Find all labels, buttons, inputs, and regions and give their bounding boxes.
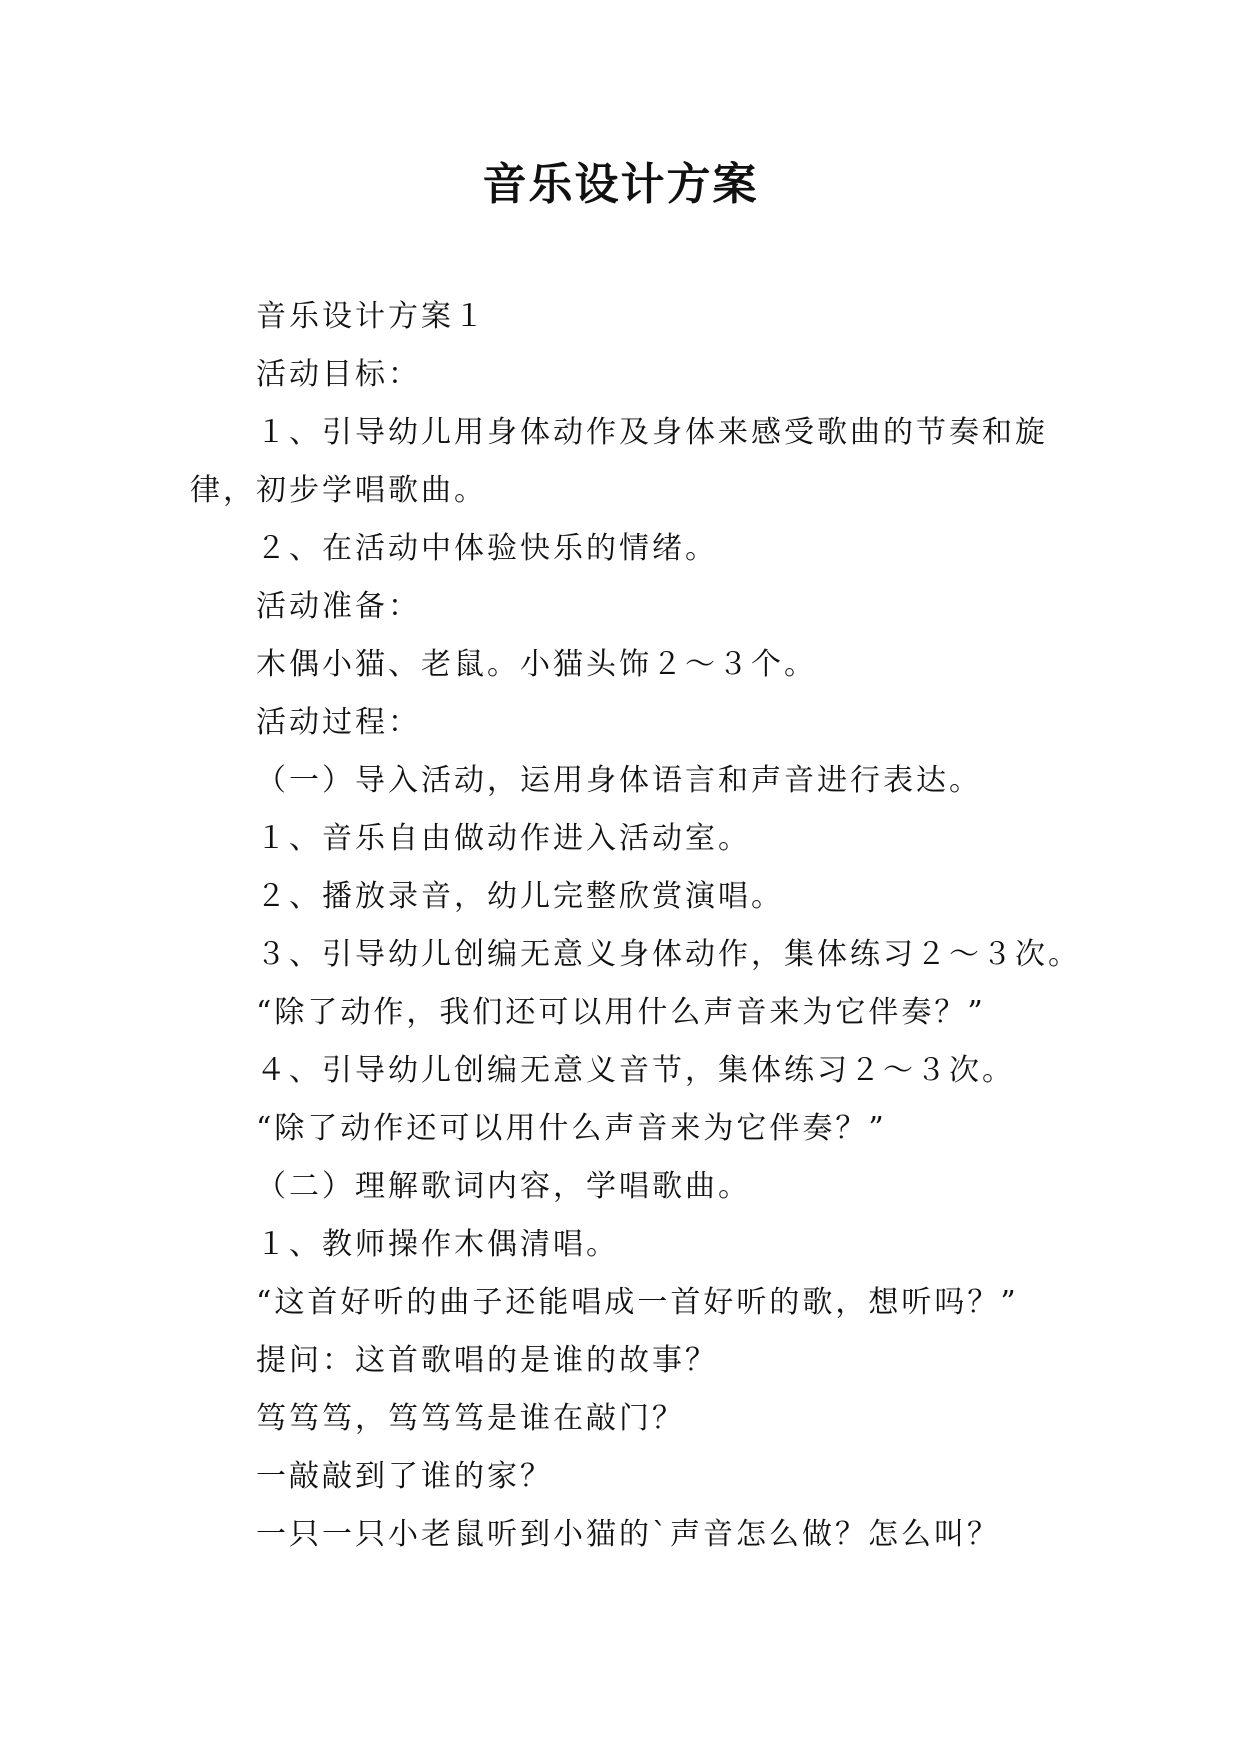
paragraph-line: 提问：这首歌唱的是谁的故事？	[256, 1343, 718, 1378]
paragraph-line: ３、引导幼儿创编无意义身体动作，集体练习２～３次。	[256, 937, 1081, 972]
paragraph-line: ２、播放录音，幼儿完整欣赏演唱。	[256, 879, 784, 914]
paragraph-line: 木偶小猫、老鼠。小猫头饰２～３个。	[256, 647, 817, 682]
paragraph-line: ４、引导幼儿创编无意义音节，集体练习２～３次。	[256, 1053, 1015, 1088]
paragraph-line: 一敲敲到了谁的家？	[256, 1459, 553, 1494]
paragraph-line: 活动准备：	[256, 589, 421, 624]
paragraph-line: （一）导入活动，运用身体语言和声音进行表达。	[256, 763, 982, 798]
document-title: 音乐设计方案	[482, 159, 759, 210]
paragraph-line: “除了动作还可以用什么声音来为它伴奏？”	[256, 1111, 887, 1146]
paragraph-line: 律，初步学唱歌曲。	[190, 473, 487, 508]
paragraph-line: 笃笃笃，笃笃笃是谁在敲门？	[256, 1401, 685, 1436]
paragraph-line: ２、在活动中体验快乐的情绪。	[256, 531, 718, 566]
paragraph-line: １、教师操作木偶清唱。	[256, 1227, 619, 1262]
paragraph-line: （二）理解歌词内容，学唱歌曲。	[256, 1169, 751, 1204]
paragraph-line: 音乐设计方案１	[256, 299, 487, 334]
paragraph-line: 一只一只小老鼠听到小猫的`声音怎么做？怎么叫？	[256, 1517, 1000, 1552]
paragraph-line: １、引导幼儿用身体动作及身体来感受歌曲的节奏和旋	[256, 415, 1048, 450]
paragraph-line: １、音乐自由做动作进入活动室。	[256, 821, 751, 856]
paragraph-line: “这首好听的曲子还能唱成一首好听的歌，想听吗？”	[256, 1285, 1019, 1320]
paragraph-line: 活动目标：	[256, 357, 421, 392]
paragraph-line: 活动过程：	[256, 705, 421, 740]
document-body	[190, 288, 1081, 1564]
paragraph-line: “除了动作，我们还可以用什么声音来为它伴奏？”	[256, 995, 986, 1030]
